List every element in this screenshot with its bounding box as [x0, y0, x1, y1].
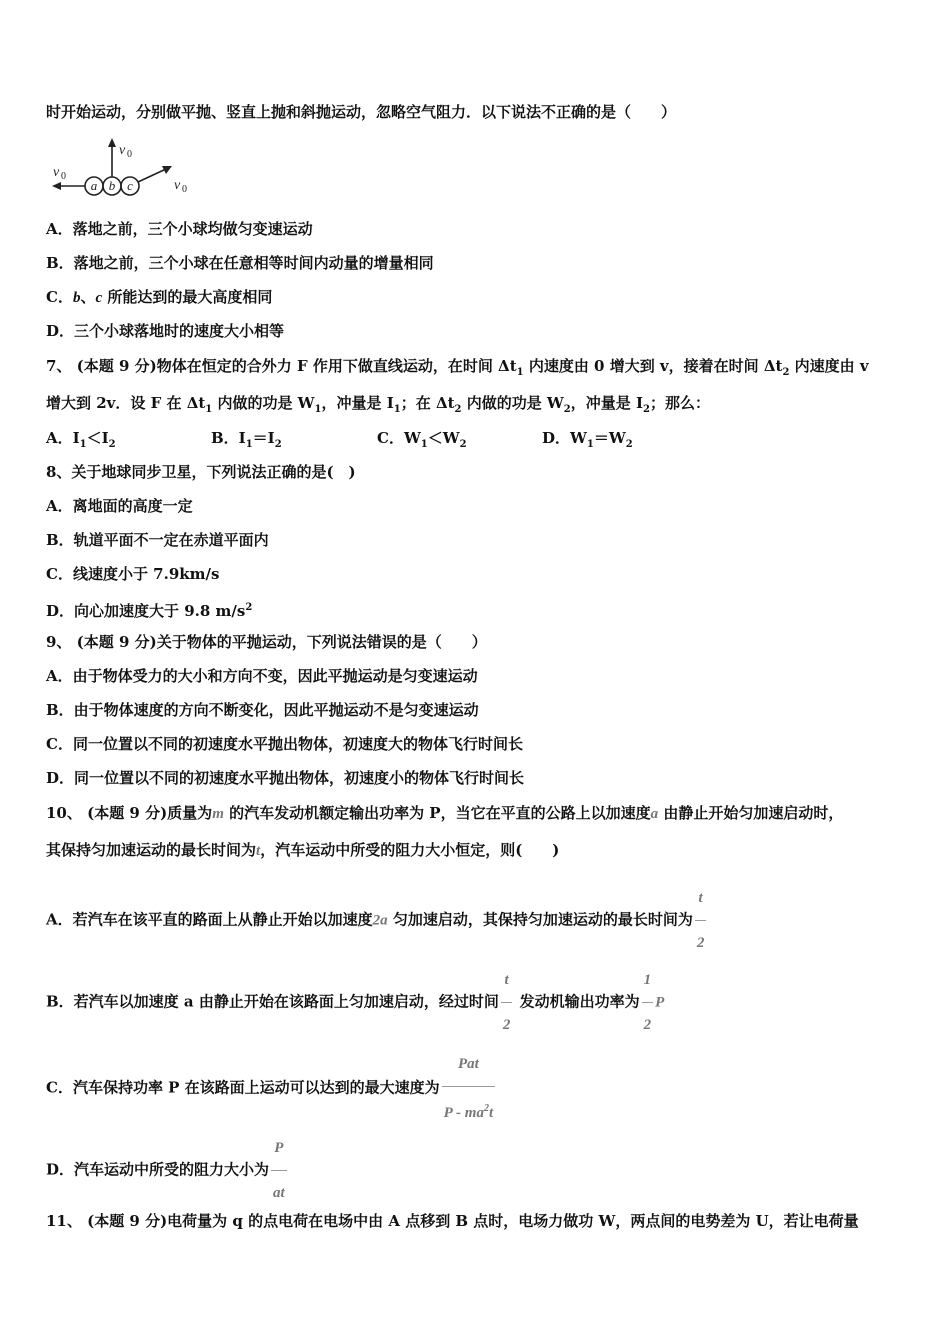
question-6-stem-tail: 时开始运动，分别做平抛、竖直上抛和斜抛运动，忽略空气阻力．以下说法不正确的是（ ）: [46, 103, 677, 121]
q9-option-d: D．同一位置以不同的初速度水平抛出物体，初速度小的物体飞行时间长: [46, 769, 525, 787]
question-7-line-2: 增大到 2v．设 F 在 $\Delta t_1$ 内做的功是 $W_1$，冲量是 $I_1$；在 $\Delta t_2$ 内做的功是 $W_2$，冲量是 $I_2$；那么：: [46, 394, 710, 415]
v0-right-sub: 0: [182, 184, 187, 195]
question-7-line-1: 7、 (本题 9 分)物体在恒定的合外力 F 作用下做直线运动，在时间 $\Delta t_1$ 内速度由 0 增大到 v，接着在时间 $\Delta t_2$ 内速度由 v: [46, 357, 869, 378]
q7-option-c: C．$W_1<W_2$: [377, 429, 467, 450]
q10-b-fraction-time: $\frac{t}{2}$: [501, 958, 513, 1047]
v0-up-label: v: [119, 143, 126, 158]
v0-up-sub: 0: [127, 149, 132, 160]
ball-a-label: a: [90, 178, 98, 193]
v0-right-label: v: [174, 178, 181, 193]
q10-option-a: A．若汽车在该平直的路面上从静止开始以加速度2a 匀加速启动，其保持匀加速运动的最长时间为 $\frac{t}{2}$: [46, 876, 708, 965]
q9-option-a: A．由于物体受力的大小和方向不变，因此平抛运动是匀变速运动: [46, 667, 478, 685]
q8-option-b: B．轨道平面不一定在赤道平面内: [46, 531, 269, 549]
ball-b-label: b: [108, 178, 116, 193]
arrow-oblique: [138, 169, 166, 182]
q8-option-d: D．向心加速度大于 9.8 $m/s^2$: [46, 602, 253, 620]
q9-option-b: B．由于物体速度的方向不断变化，因此平抛运动不是匀变速运动: [46, 701, 479, 719]
question-9-stem: 9、 (本题 9 分)关于物体的平抛运动，下列说法错误的是（ ）: [46, 633, 487, 651]
q10-d-fraction: $\frac{P}{at}$: [271, 1126, 287, 1215]
q8-option-c: C．线速度小于 7.9km/s: [46, 565, 220, 583]
q6-option-b: B．落地之前，三个小球在任意相等时间内动量的增量相同: [46, 254, 434, 272]
q10-option-b: B．若汽车以加速度 a 由静止开始在该路面上匀加速启动，经过时间 $\frac{t}{2}$ 发动机输出功率为 $\frac{1}{2}$ P: [46, 958, 664, 1047]
q8-option-a: A．离地面的高度一定: [46, 497, 193, 515]
question-8-stem: 8、关于地球同步卫星，下列说法正确的是( ): [46, 463, 356, 481]
q7-option-d: D．$W_1=W_2$: [542, 429, 633, 450]
question-11-stem: 11、 (本题 9 分)电荷量为 q 的点电荷在电场中由 A 点移到 B 点时，电场力做功 W，两点间的电势差为 U，若让电荷量: [46, 1212, 859, 1230]
q7-option-b: B．$I_1=I_2$: [211, 429, 282, 450]
q10-b-fraction-power: $\frac{1}{2}$: [642, 958, 654, 1047]
question-10-line-1: 10、 (本题 9 分)质量为m 的汽车发动机额定输出功率为 P，当它在平直的公路上以加速度a 由静止开始匀加速启动时，: [46, 804, 844, 822]
q6-option-c: C．b、c 所能达到的最大高度相同: [46, 288, 273, 306]
q7-option-a: A．$I_1<I_2$: [46, 429, 116, 450]
projectile-diagram: [48, 136, 198, 198]
v0-left-sub: 0: [61, 171, 66, 182]
question-10-line-2: 其保持匀加速运动的最长时间为t，汽车运动中所受的阻力大小恒定，则( ): [46, 841, 560, 859]
q6-option-d: D．三个小球落地时的速度大小相等: [46, 322, 285, 340]
q10-a-fraction: $\frac{t}{2}$: [695, 876, 707, 965]
q10-c-fraction: $\frac{\text{Pat}}{P - ma^2t}$: [442, 1042, 495, 1135]
q7-options-row: [46, 428, 746, 450]
q10-option-d: D．汽车运动中所受的阻力大小为 $\frac{P}{at}$: [46, 1126, 289, 1215]
v0-left-label: v: [53, 165, 60, 180]
q10-option-c: C．汽车保持功率 P 在该路面上运动可以达到的最大速度为 $\frac{\text{Pat}}{P - ma^2t}$: [46, 1042, 497, 1135]
ball-c-label: c: [127, 178, 133, 193]
q6-option-a: A．落地之前，三个小球均做匀变速运动: [46, 220, 313, 238]
q9-option-c: C．同一位置以不同的初速度水平抛出物体，初速度大的物体飞行时间长: [46, 735, 523, 753]
